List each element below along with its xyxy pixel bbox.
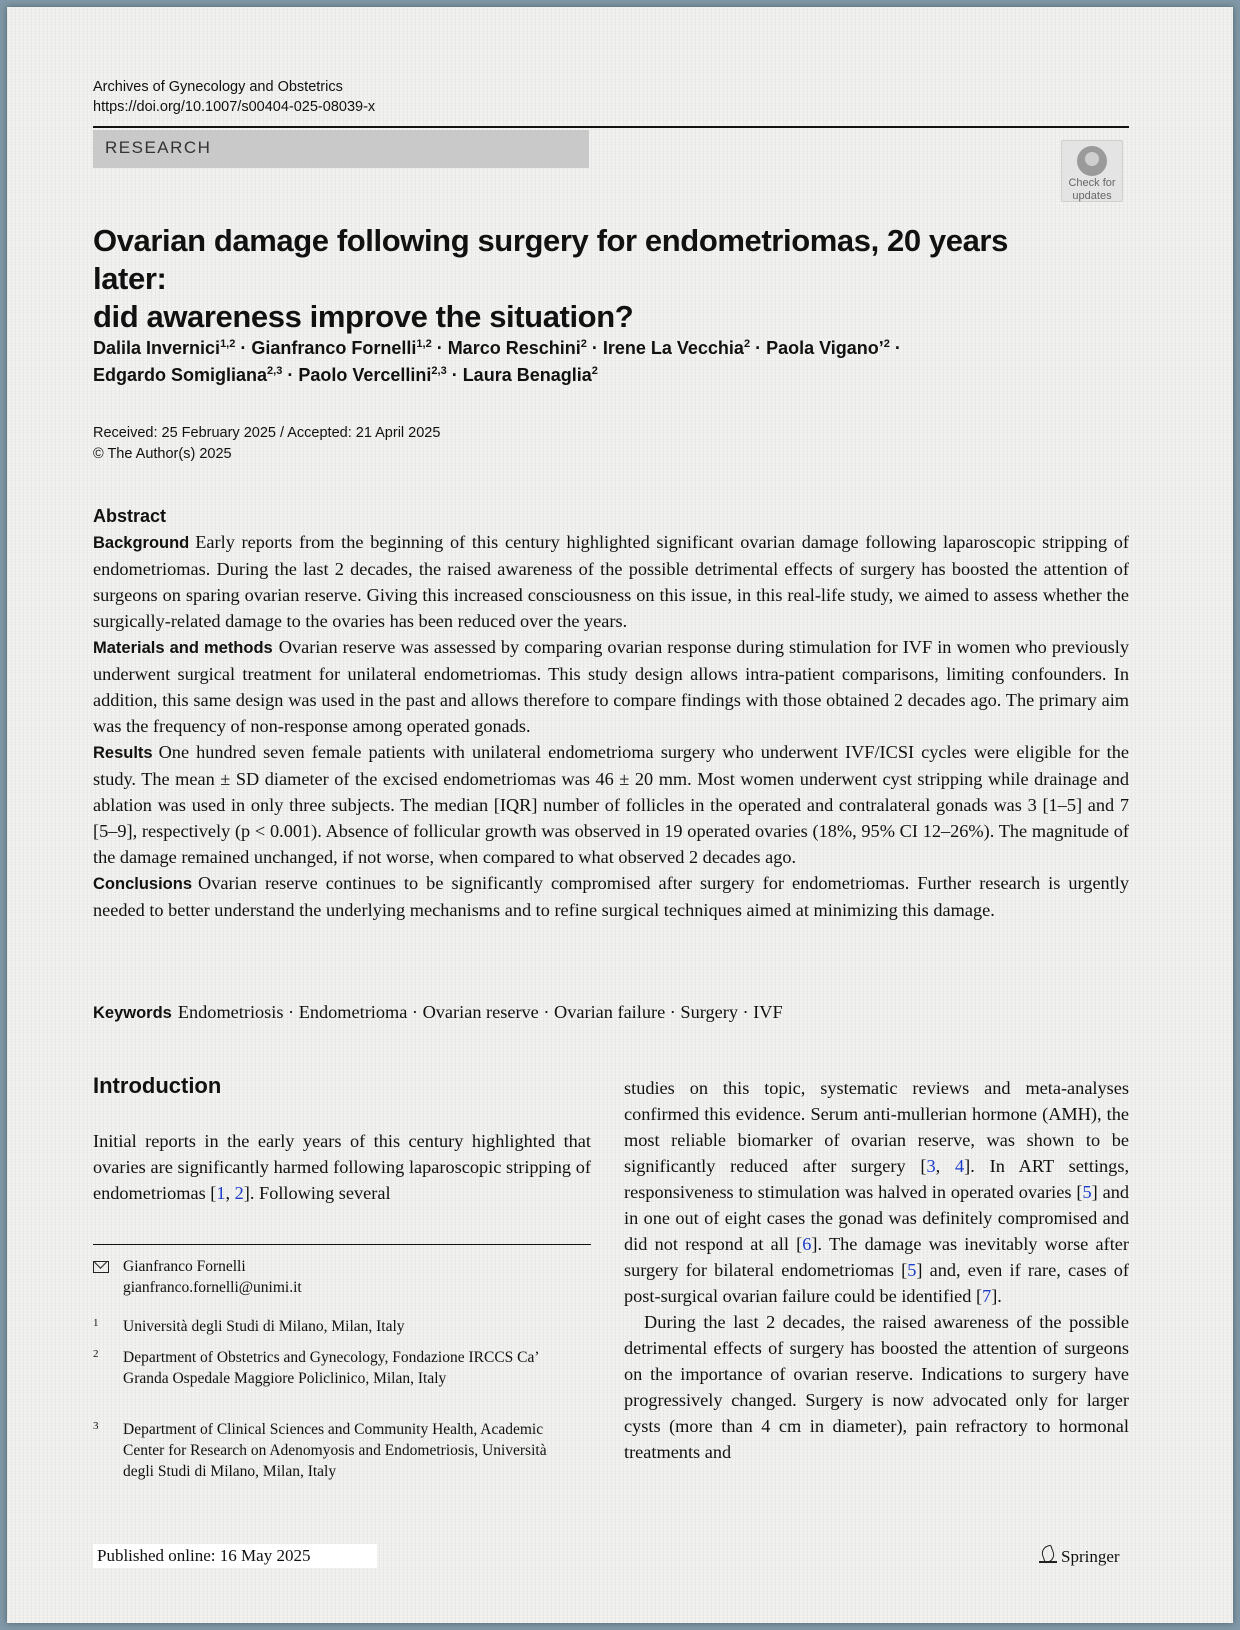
author-affiliation: 2,3 (267, 365, 283, 377)
title-line-1: Ovarian damage following surgery for endometriomas, 20 years later: (93, 223, 1008, 296)
citation-link[interactable]: 5 (1082, 1182, 1092, 1202)
introduction-right-column (624, 1075, 1129, 1465)
intro-text: ]. The damage was inevitably worse after surgery for bilateral endometriomas [ (624, 1234, 1129, 1280)
intro-text: ] and in one out of eight cases the gonad was definitely compromised and did not respond at all [ (624, 1182, 1129, 1254)
paper-page (7, 7, 1233, 1623)
affiliation-text: Department of Obstetrics and Gynecology, Fondazione IRCCS Ca’ Granda Ospedale Maggiore Policlinico, Milan, Italy (123, 1349, 539, 1387)
section-label: RESEARCH (105, 138, 212, 157)
author-affiliation: 2 (743, 338, 751, 350)
citation-link[interactable]: 6 (802, 1234, 812, 1254)
abstract-heading: Abstract (93, 506, 167, 526)
check-updates-line1: Check for (1068, 177, 1116, 189)
author-affiliation: 1,2 (416, 338, 432, 350)
publisher-logo (1039, 1545, 1120, 1568)
affiliation-text: Università degli Studi di Milano, Milan, Italy (123, 1318, 405, 1335)
intro-text: ]. (991, 1286, 1002, 1306)
envelope-icon (93, 1261, 109, 1273)
background-label: Background (93, 534, 190, 552)
results-text: One hundred seven female patients with unilateral endometrioma surgery who underwent IVF/ICSI cycles were eligible for the study. The mean ± SD diameter of the excised endometriomas was 46 ± 20 mm. Most women underwent cyst stripping while drainage and ablation was used in only three subjects. The median [IQR] number of follicles in the operated and contralateral gonads was 3 [1–5] and 7 [5–9], respectively (p < 0.001). Absence of follicular growth was observed in 19 operated ovaries (18%, 95% CI 12–26%). The magnitude of the damage remained unchanged, if not worse, when compared to what observed 2 decades ago. (93, 742, 1129, 867)
conclusions-text: Ovarian reserve continues to be significantly compromised after surgery for endometriomas. Further research is urgently needed to better understand the underlying mechanisms and to refine surgical techniques aimed at minimizing this damage. (93, 873, 1129, 920)
citation-link[interactable]: 7 (982, 1286, 992, 1306)
citation-link[interactable]: 4 (955, 1156, 965, 1176)
author-name[interactable]: Irene La Vecchia (602, 338, 744, 358)
methods-label: Materials and methods (93, 639, 273, 657)
affiliation-number: 1 (93, 1317, 99, 1329)
keywords-label: Keywords (93, 1004, 172, 1022)
doi-link[interactable]: https://doi.org/10.1007/s00404-025-08039-x (93, 99, 376, 115)
journal-name: Archives of Gynecology and Obstetrics (93, 79, 343, 95)
affiliation-text: Department of Clinical Sciences and Community Health, Academic Center for Research on Adenomyosis and Endometriosis, Università degli Studi di Milano, Milan, Italy (123, 1421, 547, 1480)
publisher-name: Springer (1061, 1547, 1120, 1566)
title-line-2: did awareness improve the situation? (93, 299, 634, 334)
citation-link[interactable]: 1 (216, 1183, 226, 1203)
intro-text: ]. In ART settings, responsiveness to stimulation was halved in operated ovaries [ (624, 1156, 1130, 1202)
crossmark-icon (1077, 146, 1107, 176)
abstract-results (93, 739, 1129, 870)
introduction-heading: Introduction (93, 1073, 222, 1098)
check-for-updates-button[interactable] (1061, 140, 1123, 202)
author-affiliation: 2,3 (431, 365, 447, 377)
intro-paragraph-2: During the last 2 decades, the raised awareness of the possible detrimental effects of surgery has boosted the attention of surgeons on the importance of ovarian reserve. Indications to surgery have progressively changed. Surgery is now advocated only for larger cysts (more than 4 cm in diameter), pain refractory to hormonal treatments and (624, 1312, 1129, 1462)
corresponding-name: Gianfranco Fornelli (123, 1258, 246, 1275)
springer-horse-icon (1039, 1545, 1057, 1565)
author-affiliation: 2 (580, 338, 587, 350)
intro-text: studies on this topic, systematic reviews and meta-analyses confirmed this evidence. Serum anti-mullerian hormone (AMH), the most reliable biomarker of ovarian reserve, was shown to be significantly reduced after surgery [ (624, 1078, 1129, 1176)
footnote-rule (93, 1244, 591, 1245)
conclusions-label: Conclusions (93, 875, 193, 893)
intro-text: ] and, even if rare, cases of post-surgical ovarian failure could be identified [ (624, 1260, 1129, 1306)
author-name[interactable]: Paola Viganoʼ (766, 338, 884, 358)
corresponding-email[interactable]: gianfranco.fornelli@unimi.it (123, 1279, 302, 1296)
intro-text: ]. Following several (243, 1183, 391, 1203)
author-affiliation: 1,2 (220, 338, 236, 350)
author-list: Dalila Invernici$^{1,2}$ · Gianfranco Fornelli$^{1,2}$ · Marco Reschini$^2$ · Irene La Vecchia$^2$ · Paola Viganoʼ$^2$ · Edgardo Somigliana$^{2,3}$ · Paolo Vercellini$^{2,3}$ · Laura Benaglia$^2$ (93, 338, 901, 385)
citation-link[interactable]: 5 (907, 1260, 917, 1280)
abstract-section (93, 504, 1129, 923)
intro-paragraph-1 (624, 1075, 1129, 1309)
author-name[interactable]: Edgardo Somigliana (93, 365, 268, 385)
journal-header (93, 77, 375, 117)
published-online: Published online: 16 May 2025 (93, 1544, 377, 1568)
methods-text: Ovarian reserve was assessed by comparing ovarian response during stimulation for IVF in women who previously underwent surgical treatment for unilateral endometriomas. This study design allows intra-patient comparisons, limiting confounders. In addition, this same design was used in the past and allows therefore to compare findings with those obtained 2 decades ago. The primary aim was the frequency of non-response among operated gonads. (93, 637, 1129, 736)
copyright: © The Author(s) 2025 (93, 446, 232, 462)
author-affiliation: 2 (883, 338, 890, 350)
abstract-background (93, 529, 1129, 634)
author-name[interactable]: Marco Reschini (447, 338, 581, 358)
results-label: Results (93, 744, 153, 762)
received-accepted: Received: 25 February 2025 / Accepted: 21 April 2025 (93, 425, 441, 441)
keywords (93, 999, 783, 1026)
abstract-methods (93, 634, 1129, 739)
article-title (93, 222, 1073, 336)
background-text: Early reports from the beginning of this century highlighted significant ovarian damage following laparoscopic stripping of endometriomas. During the last 2 decades, the raised awareness of the possible detrimental effects of surgery has boosted the attention of surgeons on sparing ovarian reserve. Giving this increased consciousness on this issue, in this real-life study, we aimed to assess whether the surgically-related damage to the ovaries has been reduced over the years. (93, 532, 1129, 631)
check-updates-line2: updates (1072, 190, 1112, 202)
author-name[interactable]: Gianfranco Fornelli (251, 338, 417, 358)
keywords-text: Endometriosis · Endometrioma · Ovarian reserve · Ovarian failure · Surgery · IVF (177, 1002, 783, 1022)
author-affiliation: 2 (591, 365, 598, 377)
citation-link[interactable]: 2 (234, 1183, 244, 1203)
author-name[interactable]: Paolo Vercellini (298, 365, 432, 385)
citation-link[interactable]: 3 (926, 1156, 936, 1176)
intro-text: , (225, 1183, 235, 1203)
author-name[interactable]: Dalila Invernici (93, 338, 221, 358)
header-rule (93, 126, 1129, 128)
affiliation-number: 3 (93, 1420, 99, 1432)
affiliation-number: 2 (93, 1348, 99, 1360)
intro-text: Initial reports in the early years of this century highlighted that ovaries are significantly harmed following laparoscopic stripping of endometriomas [ (93, 1131, 591, 1203)
abstract-conclusions (93, 870, 1129, 923)
intro-text: , (935, 1156, 956, 1176)
article-dates (93, 423, 440, 465)
author-name[interactable]: Laura Benaglia (462, 365, 592, 385)
introduction-left-column (93, 1128, 591, 1206)
